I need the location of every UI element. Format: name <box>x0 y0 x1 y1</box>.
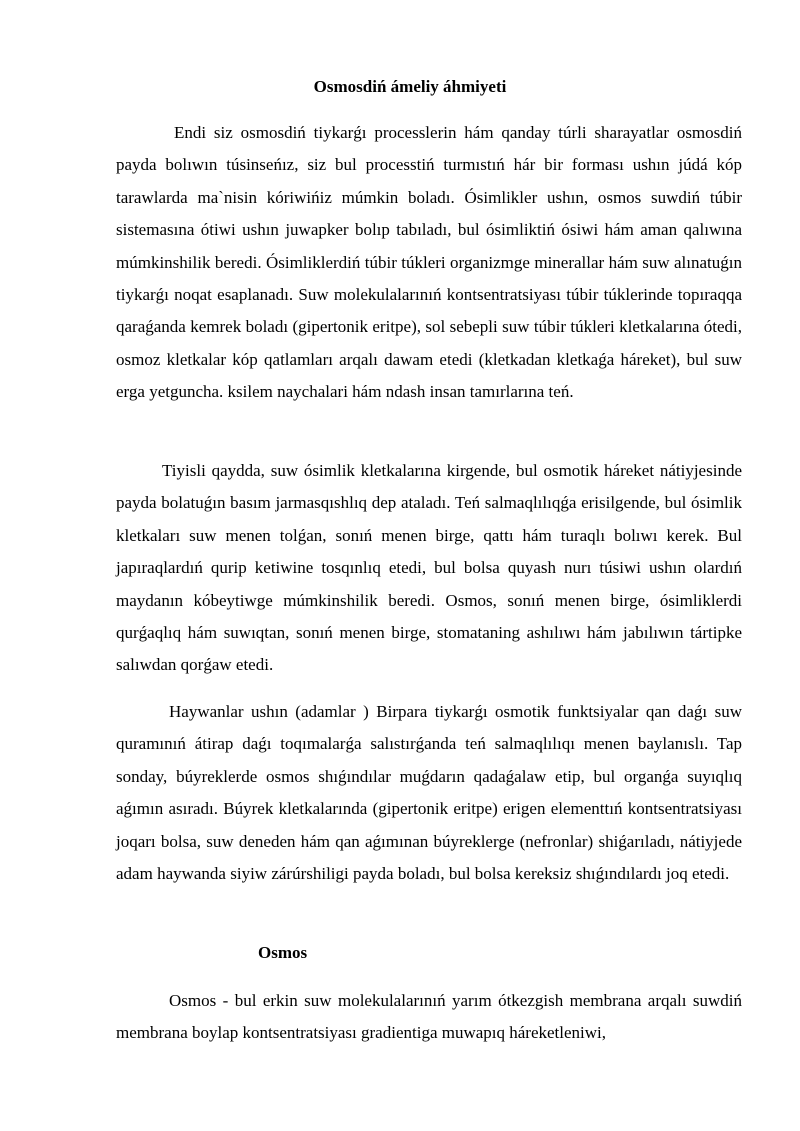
paragraph-turgor: Tiyisli qaydda, suw ósimlik kletkalarına kirgende, bul osmotik háreket nátiyjesinde payda bolatuǵın basım jarmasqıshlıq dep ataladı. Teń salmaqlılıqǵa erisilgende, bul ósimlik kletkaları suw menen tolǵan, sonıń menen birge, qattı hám turaqlı bolıwı kerek. Bul japıraqlardıń qurip ketiwine tosqınlıq etedi, bul bolsa quyash nurı túsiwi ushın olardıń maydanın kóbeytiwge múmkinshilik beredi. Osmos, sonıń menen birge, ósimliklerdi qurǵaqlıq hám suwıqtan, sonıń menen birge, stomataning ashılıwı hám jabılıwın tártipke salıwdan qorǵaw etedi. <box>116 461 742 675</box>
paragraph-animals: Haywanlar ushın (adamlar ) Birpara tiykarǵı osmotik funktsiyalar qan daǵı suw quramınıń átirap daǵı toqımalarǵa salıstırǵanda teń salmaqlılıqı menen baylanıslı. Tap sonday, búyreklerde osmos shıǵındılar muǵdarın qadaǵalaw etip, bul organǵa suyıqlıq aǵımın asıradı. Búyrek kletkalarında (gipertonik eritpe) erigen elementtıń kontsentratsiyası joqarı bolsa, suw deneden hám qan aǵımınan búyreklerge (nefronlar) shiǵarıladı, nátiyjede adam haywanda siyiw zárúrshiligi payda boladı, bul bolsa kereksiz shıǵındılardı joq etedi. <box>116 702 742 884</box>
paragraph-plants: Endi siz osmosdiń tiykarǵı processlerin hám qanday túrli sharayatlar osmosdiń payda bolıwın túsinseńız, siz bul processtiń turmıstıń hár bir forması ushın júdá kóp tarawlarda ma`nisin kóriwińiz múmkin boladı. Ósimlikler ushın, osmos suwdiń túbir sistemasına ótiwi ushın juwapker bolıp tabıladı, bul ósimliktiń ósiwi hám aman qalıwına múmkinshilik beredi. Ósimliklerdiń túbir túkleri organizmge minerallar hám suw alınatuǵın tiykarǵı noqat esaplanadı. Suw molekulalarınıń kontsentratsiyası túbir túklerinde topıraqqa qaraǵanda kemrek boladı (gipertonik eritpe), sol sebepli suw túbir túkleri kletkalarına ótedi, osmoz kletkalar kóp qatlamları arqalı dawam etedi (kletkadan kletkaǵa háreket), bul suw erga yetguncha. ksilem naychalari hám ndash insan tamırlarına teń. <box>116 123 742 402</box>
section-heading-osmos: Osmos <box>258 943 308 962</box>
page-title: Osmosdiń ámeliy áhmiyeti <box>313 77 507 96</box>
paragraph-osmos-definition: Osmos - bul erkin suw molekulalarınıń yarım ótkezgish membrana arqalı suwdiń membrana boylap kontsentratsiyası gradientiga muwapıq háreketleniwi, <box>116 991 742 1043</box>
